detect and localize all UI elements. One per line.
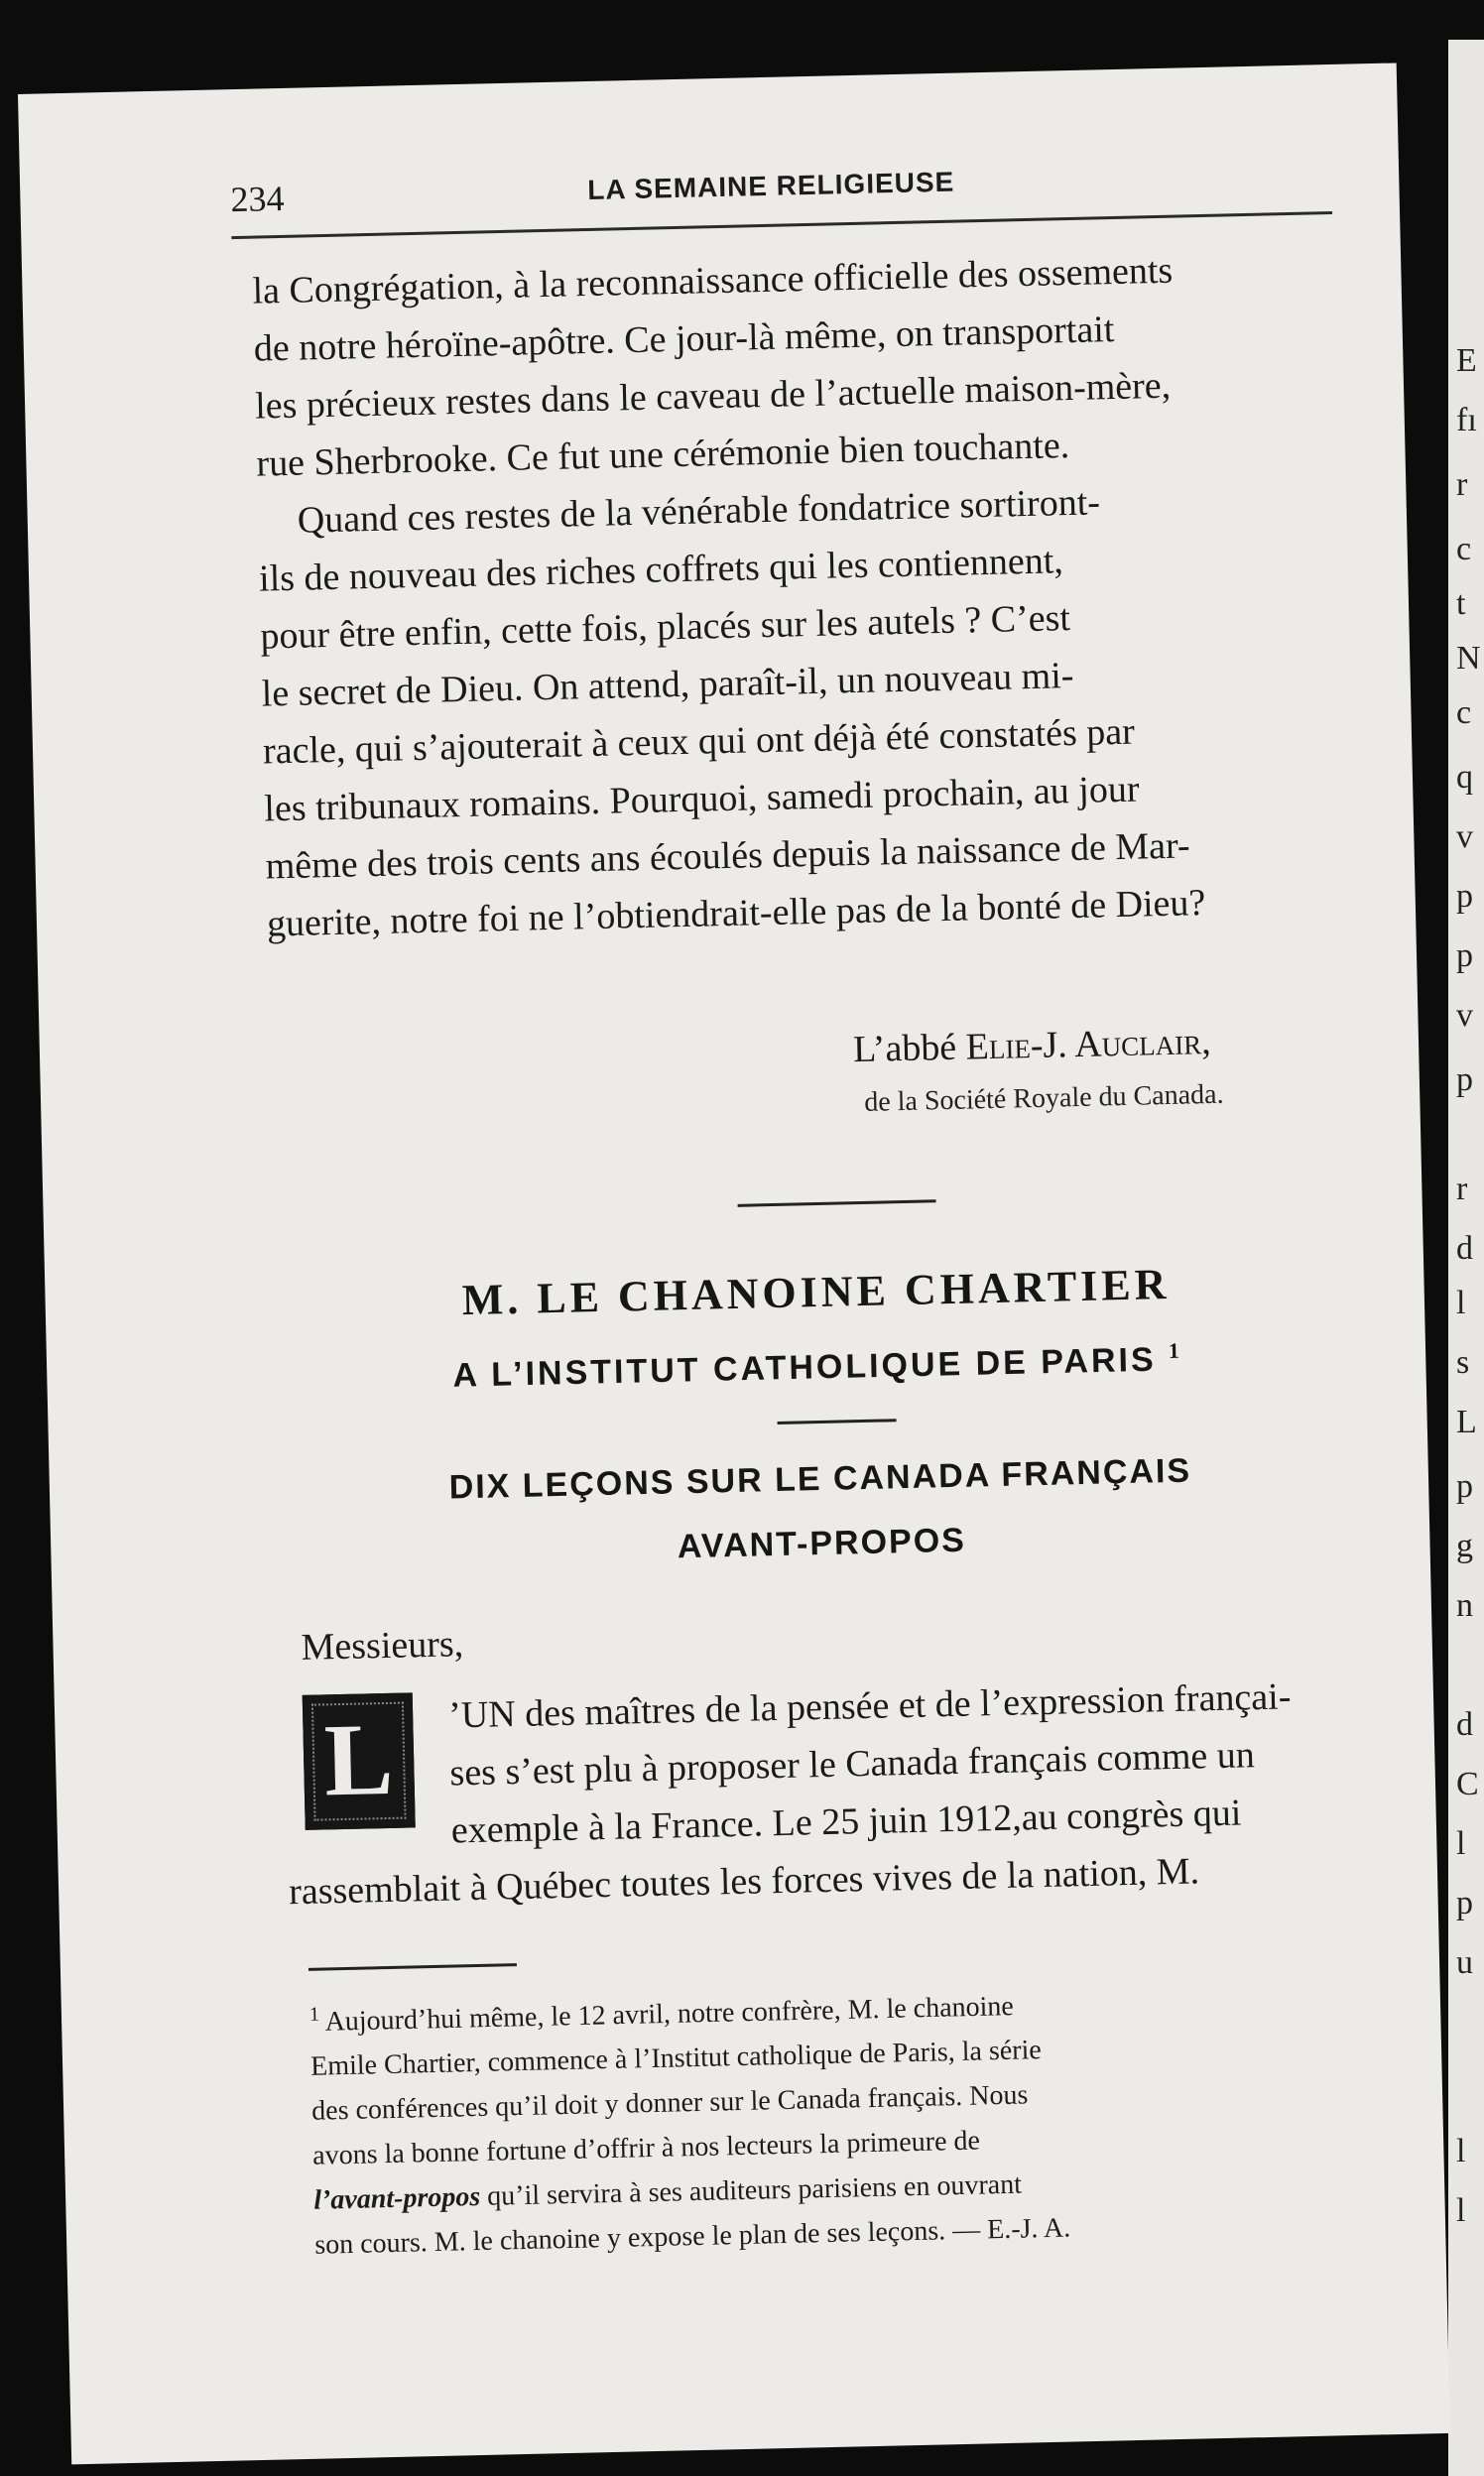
text-line: guerite, notre foi ne l’obtiendrait-elle pas de la bonté de Dieu?: [266, 882, 1206, 945]
adjacent-page-letter: p: [1456, 1885, 1473, 1921]
footnote-rule: [309, 1963, 517, 1971]
footnote-line: avons la bonne fortune d’offrir à nos lecteurs la primeure de: [311, 2125, 981, 2172]
adjacent-page-letter: v: [1456, 997, 1473, 1034]
signature-prefix: L’abbé: [852, 1026, 967, 1071]
text-line: Quand ces restes de la vénérable fondatrice sortiront-: [297, 481, 1101, 542]
adjacent-page-letter: p: [1456, 1468, 1473, 1505]
text-line: pour être enfin, cette fois, placés sur les autels ? C’est: [259, 597, 1071, 658]
salutation: Messieurs,: [301, 1623, 464, 1669]
adjacent-page-letter: l: [1456, 2192, 1466, 2229]
text-line: rue Sherbrooke. Ce fut une cérémonie bien touchante.: [256, 425, 1070, 485]
section-subtitle: [257, 1333, 1379, 1400]
adjacent-page-letter: C: [1456, 1766, 1479, 1802]
footnote-line: des conférences qu’il doit y donner sur le Canada français. Nous: [310, 2079, 1029, 2128]
author-signature: [853, 1020, 1212, 1071]
adjacent-page-letter: L: [1456, 1404, 1477, 1440]
author-affiliation: de la Société Royale du Canada.: [863, 1078, 1224, 1118]
running-title: LA SEMAINE RELIGIEUSE: [586, 166, 955, 205]
footnote-marker: 1: [309, 2003, 320, 2026]
adjacent-page-letter: l: [1456, 2133, 1466, 2169]
lessons-title: DIX LEÇONS SUR LE CANADA FRANÇAIS: [448, 1451, 1192, 1507]
header-rule: [231, 211, 1332, 239]
adjacent-page-letter: r: [1456, 1171, 1468, 1207]
footnote-line: qu’il servira à ses auditeurs parisiens en ouvrant: [479, 2168, 1023, 2213]
text-line: les tribunaux romains. Pourquoi, samedi prochain, au jour: [263, 768, 1140, 830]
dropcap-letter: L: [322, 1701, 395, 1818]
adjacent-page-letter: N: [1456, 640, 1481, 677]
section-title: M. LE CHANOINE CHARTIER: [461, 1259, 1171, 1325]
text-line: ils de nouveau des riches coffrets qui les contiennent,: [258, 540, 1064, 600]
adjacent-page-edge: [1448, 40, 1484, 2476]
text-line: rassemblait à Québec toutes les forces vives de la nation, M.: [288, 1850, 1200, 1914]
adjacent-page-letter: g: [1456, 1528, 1473, 1564]
author-name: Elie-J. Auclair,: [965, 1020, 1212, 1068]
section-divider: [738, 1199, 936, 1207]
section-subtitle-text: A L’INSTITUT CATHOLIQUE DE PARIS: [452, 1340, 1158, 1395]
text-line: exemple à la France. Le 25 juin 1912,au congrès qui: [450, 1792, 1242, 1852]
running-header: [230, 154, 1332, 218]
page-number: 234: [230, 178, 285, 220]
adjacent-page-letter: d: [1456, 1706, 1473, 1743]
footnote-line: son cours. M. le chanoine y expose le plan de ses leçons. — E.-J. A.: [313, 2212, 1071, 2262]
adjacent-page-letter: c: [1456, 694, 1472, 731]
footnote: [309, 1968, 1406, 2268]
adjacent-page-letter: q: [1456, 759, 1473, 796]
foreword-title: AVANT-PROPOS: [677, 1521, 967, 1566]
text-line: ses s’est plu à proposer le Canada français comme un: [449, 1734, 1256, 1795]
footnote-italic-term: l’avant-propos: [312, 2181, 481, 2217]
adjacent-page-letter: u: [1456, 1944, 1473, 1981]
adjacent-page-letter: p: [1456, 1061, 1473, 1098]
adjacent-page-letter: l: [1456, 1825, 1466, 1862]
adjacent-page-letter: c: [1456, 531, 1472, 567]
text-line: la Congrégation, à la reconnaissance officielle des ossements: [252, 249, 1174, 312]
adjacent-page-letter: p: [1456, 878, 1473, 915]
lesson-text: [285, 1666, 1411, 1921]
adjacent-page-letter: r: [1456, 466, 1468, 503]
article-text: [252, 237, 1388, 952]
scanned-page: [18, 62, 1450, 2464]
adjacent-page-letter: t: [1456, 585, 1466, 622]
adjacent-page-letter: d: [1456, 1230, 1473, 1267]
text-line: même des trois cents ans écoulés depuis la naissance de Mar-: [265, 824, 1191, 888]
footnote-reference: 1: [1168, 1337, 1183, 1364]
text-line: racle, qui s’ajouterait à ceux qui ont déjà été constatés par: [262, 710, 1136, 773]
adjacent-page-letter: E: [1456, 342, 1477, 379]
adjacent-page-letter: l: [1456, 1285, 1466, 1321]
adjacent-page-letter: n: [1456, 1587, 1473, 1624]
adjacent-page-letter: p: [1456, 937, 1473, 974]
text-line: de notre héroïne-apôtre. Ce jour-là même, on transportait: [253, 308, 1115, 370]
title-divider: [778, 1419, 897, 1424]
adjacent-page-letter: fı: [1456, 402, 1477, 438]
adjacent-page-letter: s: [1456, 1344, 1470, 1381]
footnote-line: Emile Chartier, commence à l’Institut catholique de Paris, la série: [309, 2035, 1043, 2083]
text-line: ’UN des maîtres de la pensée et de l’expression françai-: [447, 1675, 1292, 1737]
footnote-line: Aujourd’hui même, le 12 avril, notre confrère, M. le chanoine: [318, 1991, 1015, 2038]
adjacent-page-letter: v: [1456, 818, 1473, 855]
text-line: le secret de Dieu. On attend, paraît-il, un nouveau mi-: [261, 655, 1074, 715]
text-line: les précieux restes dans le caveau de l’actuelle maison-mère,: [254, 364, 1172, 428]
